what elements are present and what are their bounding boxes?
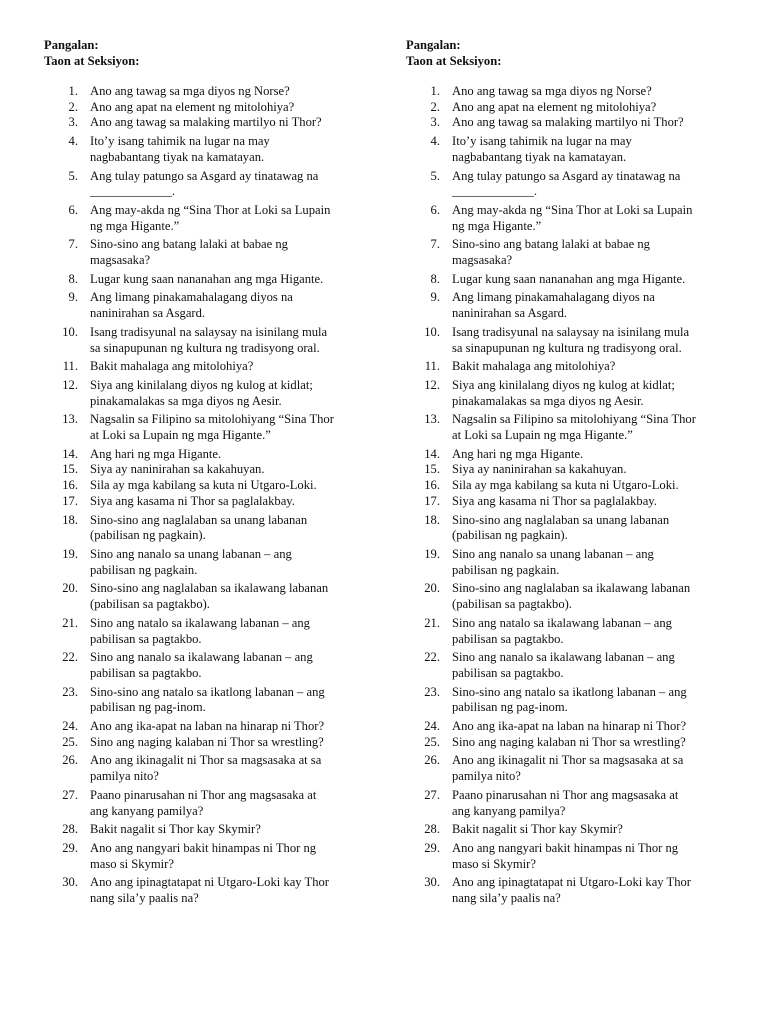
question-text-line: nang sila’y paalis na? [452,891,561,906]
name-label: Pangalan: [406,38,461,52]
question-text-line: pabilisan sa pagtakbo. [90,665,202,680]
question-text-line: Sino-sino ang natalo sa ikatlong labanan – ang [90,684,325,699]
question-text-line: magsasaka? [90,253,151,268]
question-text-line: Bakit nagalit si Thor kay Skymir? [90,822,261,837]
question-text-line: ang kanyang pamilya? [452,803,566,818]
question-item [44,237,364,268]
quiz-column-right [406,38,746,907]
question-item [406,753,726,784]
question-text-line: nagbabantang tiyak na kamatayan. [452,149,627,164]
question-number: 23. [424,684,440,699]
question-text-line: Ano ang tawag sa mga diyos ng Norse? [452,84,652,98]
question-text-line: Siya ay naninirahan sa kakahuyan. [452,462,627,477]
question-text-line: Siya ang kinilalang diyos ng kulog at kidlat; [452,377,675,392]
question-text-line: Ano ang apat na element ng mitolohiya? [452,99,657,114]
question-item [406,169,726,200]
question-text-line: ng mga Higante.” [452,218,542,233]
question-item [44,290,364,321]
question-number: 24. [62,719,78,734]
question-item [44,478,364,494]
question-number: 17. [62,493,78,508]
question-number: 21. [62,615,78,630]
question-text-line: Nagsalin sa Filipino sa mitolohiyang “Sina Thor [452,412,696,427]
question-number: 6. [68,202,78,217]
question-number: 18. [62,512,78,527]
question-text-line: pabilisan ng pagkain. [452,562,560,577]
question-item [406,719,726,735]
question-number: 19. [62,546,78,561]
question-item [44,203,364,234]
question-text-line: Sino-sino ang batang lalaki at babae ng [452,237,650,252]
question-item [406,822,726,838]
question-text-line: Ang limang pinakamahalagang diyos na [452,290,655,305]
question-number: 20. [62,581,78,596]
question-number: 15. [424,462,440,477]
question-text-line: at Loki sa Lupain ng mga Higante.” [90,428,271,443]
question-text-line: naninirahan sa Asgard. [90,306,206,321]
question-item [406,616,726,647]
question-text-line: Ang limang pinakamahalagang diyos na [90,290,293,305]
question-item [44,378,364,409]
question-item [406,685,726,716]
question-item [406,513,726,544]
question-number: 28. [62,822,78,837]
question-number: 30. [62,875,78,890]
question-text-line: pabilisan ng pag-inom. [90,700,206,715]
question-item [44,735,364,751]
question-item [44,753,364,784]
question-text-line: Paano pinarusahan ni Thor ang magsasaka at [452,787,679,802]
question-item [406,100,726,116]
question-number: 17. [424,493,440,508]
question-item [406,290,726,321]
question-text-line: Siya ay naninirahan sa kakahuyan. [90,462,265,477]
question-text-line: Lugar kung saan nananahan ang mga Higante. [90,271,324,286]
question-item [406,841,726,872]
question-text-line: (pabilisan sa pagtakbo). [452,597,572,612]
question-item [406,447,726,463]
question-text-line: magsasaka? [452,253,513,268]
question-item [406,478,726,494]
question-item [406,359,726,375]
question-text-line: naninirahan sa Asgard. [452,306,568,321]
question-text-line: Sino ang naging kalaban ni Thor sa wrestling? [90,734,324,749]
question-text-line: Ano ang tawag sa mga diyos ng Norse? [90,84,290,98]
question-text-line: pabilisan ng pag-inom. [452,700,568,715]
question-text-line: _____________. [452,184,538,199]
question-item [406,788,726,819]
question-number: 29. [424,840,440,855]
question-number: 7. [68,237,78,252]
question-item [44,719,364,735]
question-text-line: pamilya nito? [452,769,521,784]
question-number: 5. [430,168,440,183]
question-text-line: (pabilisan ng pagkain). [90,528,206,543]
question-number: 25. [424,734,440,749]
question-text-line: Ito’y isang tahimik na lugar na may [90,134,270,149]
question-text-line: Nagsalin sa Filipino sa mitolohiyang “Sina Thor [90,412,334,427]
question-text-line: Isang tradisyunal na salaysay na isinilang mula [90,324,328,339]
question-number: 2. [68,99,78,114]
question-item [44,616,364,647]
question-number: 9. [430,290,440,305]
question-text-line: Lugar kung saan nananahan ang mga Higante. [452,271,686,286]
question-text-line: Ano ang tawag sa malaking martilyo ni Thor? [452,115,684,130]
question-text-line: Ano ang ika-apat na laban na hinarap ni Thor? [90,719,325,734]
question-number: 8. [430,271,440,286]
question-number: 6. [430,202,440,217]
question-item [44,325,364,356]
question-text-line: Ano ang nangyari bakit hinampas ni Thor ng [90,840,317,855]
question-number: 14. [62,446,78,461]
question-text-line: Sino-sino ang naglalaban sa unang labanan [452,512,670,527]
question-text-line: at Loki sa Lupain ng mga Higante.” [452,428,633,443]
question-text-line: _____________. [90,184,176,199]
question-text-line: Bakit mahalaga ang mitolohiya? [90,359,254,374]
question-text-line: Sino ang nanalo sa unang labanan – ang [452,546,654,561]
question-item [406,378,726,409]
question-number: 1. [68,84,78,98]
question-number: 14. [424,446,440,461]
question-number: 11. [424,359,440,374]
question-text-line: (pabilisan ng pagkain). [452,528,568,543]
question-number: 3. [430,115,440,130]
question-number: 23. [62,684,78,699]
question-text-line: Isang tradisyunal na salaysay na isinilang mula [452,324,690,339]
question-item [406,650,726,681]
question-text-line: Sino-sino ang naglalaban sa ikalawang labanan [452,581,691,596]
question-number: 26. [62,753,78,768]
question-item [406,412,726,443]
question-text-line: Ang tulay patungo sa Asgard ay tinatawag na [452,168,681,183]
question-text-line: maso si Skymir? [90,856,174,871]
question-number: 26. [424,753,440,768]
question-item [44,650,364,681]
question-text-line: Ano ang ikinagalit ni Thor sa magsasaka at sa [90,753,322,768]
question-text-line: Sila ay mga kabilang sa kuta ni Utgaro-Loki. [90,478,317,493]
question-text-line: pabilisan sa pagtakbo. [90,631,202,646]
question-item [44,788,364,819]
question-number: 16. [424,478,440,493]
question-item [406,325,726,356]
question-text-line: pabilisan sa pagtakbo. [452,665,564,680]
question-text-line: Ano ang ikinagalit ni Thor sa magsasaka at sa [452,753,684,768]
question-text-line: Ito’y isang tahimik na lugar na may [452,134,632,149]
question-text-line: nang sila’y paalis na? [90,891,199,906]
question-number: 11. [62,359,78,374]
question-number: 1. [430,84,440,98]
question-number: 9. [68,290,78,305]
question-number: 30. [424,875,440,890]
question-text-line: Ano ang ipinagtatapat ni Utgaro-Loki kay Thor [452,875,691,890]
question-number: 2. [430,99,440,114]
question-text-line: pinakamalakas sa mga diyos ng Aesir. [90,393,282,408]
question-text-line: Sila ay mga kabilang sa kuta ni Utgaro-Loki. [452,478,679,493]
section-label: Taon at Seksiyon: [406,53,502,68]
question-number: 27. [62,787,78,802]
question-number: 7. [430,237,440,252]
section-label: Taon at Seksiyon: [44,53,140,68]
question-item [406,547,726,578]
question-number: 13. [62,412,78,427]
question-text-line: Ang hari ng mga Higante. [90,446,222,461]
question-item [44,359,364,375]
question-text-line: pamilya nito? [90,769,159,784]
question-number: 27. [424,787,440,802]
question-text-line: Ang tulay patungo sa Asgard ay tinatawag na [90,168,319,183]
question-number: 18. [424,512,440,527]
question-item [44,100,364,116]
question-item [406,237,726,268]
question-number: 4. [430,134,440,149]
question-item [44,841,364,872]
question-text-line: Ano ang nangyari bakit hinampas ni Thor ng [452,840,679,855]
question-item [44,169,364,200]
question-text-line: maso si Skymir? [452,856,536,871]
question-text-line: Paano pinarusahan ni Thor ang magsasaka at [90,787,317,802]
question-item [44,447,364,463]
question-item [406,203,726,234]
question-item [406,875,726,906]
question-number: 8. [68,271,78,286]
question-text-line: Sino-sino ang naglalaban sa unang labanan [90,512,308,527]
question-number: 25. [62,734,78,749]
question-item [406,272,726,288]
question-item [406,494,726,510]
question-item [44,462,364,478]
question-item [406,462,726,478]
question-item [44,412,364,443]
question-text-line: Ano ang tawag sa malaking martilyo ni Thor? [90,115,322,130]
question-text-line: Sino-sino ang naglalaban sa ikalawang labanan [90,581,329,596]
question-text-line: Sino-sino ang natalo sa ikatlong labanan – ang [452,684,687,699]
question-text-line: Sino ang natalo sa ikalawang labanan – ang [452,615,672,630]
question-text-line: pabilisan ng pagkain. [90,562,198,577]
question-text-line: Bakit nagalit si Thor kay Skymir? [452,822,623,837]
question-number: 12. [62,377,78,392]
question-item [44,115,364,131]
question-number: 4. [68,134,78,149]
question-text-line: Ang may-akda ng “Sina Thor at Loki sa Lupain [90,202,331,217]
question-text-line: Ano ang ika-apat na laban na hinarap ni Thor? [452,719,687,734]
question-item [44,494,364,510]
question-number: 5. [68,168,78,183]
question-item [44,84,364,100]
question-list [406,84,746,907]
question-text-line: Sino ang natalo sa ikalawang labanan – ang [90,615,310,630]
question-text-line: Siya ang kinilalang diyos ng kulog at kidlat; [90,377,313,392]
question-number: 22. [62,650,78,665]
question-list [44,84,384,907]
question-number: 10. [62,324,78,339]
question-text-line: pabilisan sa pagtakbo. [452,631,564,646]
question-text-line: Bakit mahalaga ang mitolohiya? [452,359,616,374]
question-number: 28. [424,822,440,837]
question-number: 12. [424,377,440,392]
question-item [406,735,726,751]
question-number: 29. [62,840,78,855]
question-number: 21. [424,615,440,630]
question-text-line: Sino ang nanalo sa ikalawang labanan – ang [452,650,675,665]
question-number: 24. [424,719,440,734]
question-item [406,581,726,612]
question-text-line: ang kanyang pamilya? [90,803,204,818]
question-number: 22. [424,650,440,665]
question-item [44,685,364,716]
question-number: 13. [424,412,440,427]
question-number: 19. [424,546,440,561]
question-item [44,822,364,838]
question-item [44,134,364,165]
question-text-line: sa sinapupunan ng kultura ng tradisyong oral. [90,340,320,355]
question-text-line: Siya ang kasama ni Thor sa paglalakbay. [90,493,295,508]
question-number: 15. [62,462,78,477]
question-number: 10. [424,324,440,339]
question-text-line: Siya ang kasama ni Thor sa paglalakbay. [452,493,657,508]
question-text-line: nagbabantang tiyak na kamatayan. [90,149,265,164]
question-text-line: sa sinapupunan ng kultura ng tradisyong oral. [452,340,682,355]
question-text-line: pinakamalakas sa mga diyos ng Aesir. [452,393,644,408]
question-text-line: Sino ang nanalo sa ikalawang labanan – ang [90,650,313,665]
question-item [44,547,364,578]
question-number: 3. [68,115,78,130]
question-text-line: Ang may-akda ng “Sina Thor at Loki sa Lupain [452,202,693,217]
question-text-line: Ano ang ipinagtatapat ni Utgaro-Loki kay Thor [90,875,329,890]
question-text-line: Ano ang apat na element ng mitolohiya? [90,99,295,114]
question-text-line: Sino-sino ang batang lalaki at babae ng [90,237,288,252]
question-text-line: (pabilisan sa pagtakbo). [90,597,210,612]
quiz-column-left [44,38,384,907]
question-item [44,272,364,288]
question-item [44,581,364,612]
question-text-line: ng mga Higante.” [90,218,180,233]
question-item [44,513,364,544]
question-item [44,875,364,906]
question-item [406,84,726,100]
question-text-line: Sino ang nanalo sa unang labanan – ang [90,546,292,561]
question-text-line: Sino ang naging kalaban ni Thor sa wrestling? [452,734,686,749]
question-number: 16. [62,478,78,493]
question-text-line: Ang hari ng mga Higante. [452,446,584,461]
question-item [406,134,726,165]
question-item [406,115,726,131]
question-number: 20. [424,581,440,596]
name-label: Pangalan: [44,38,99,52]
